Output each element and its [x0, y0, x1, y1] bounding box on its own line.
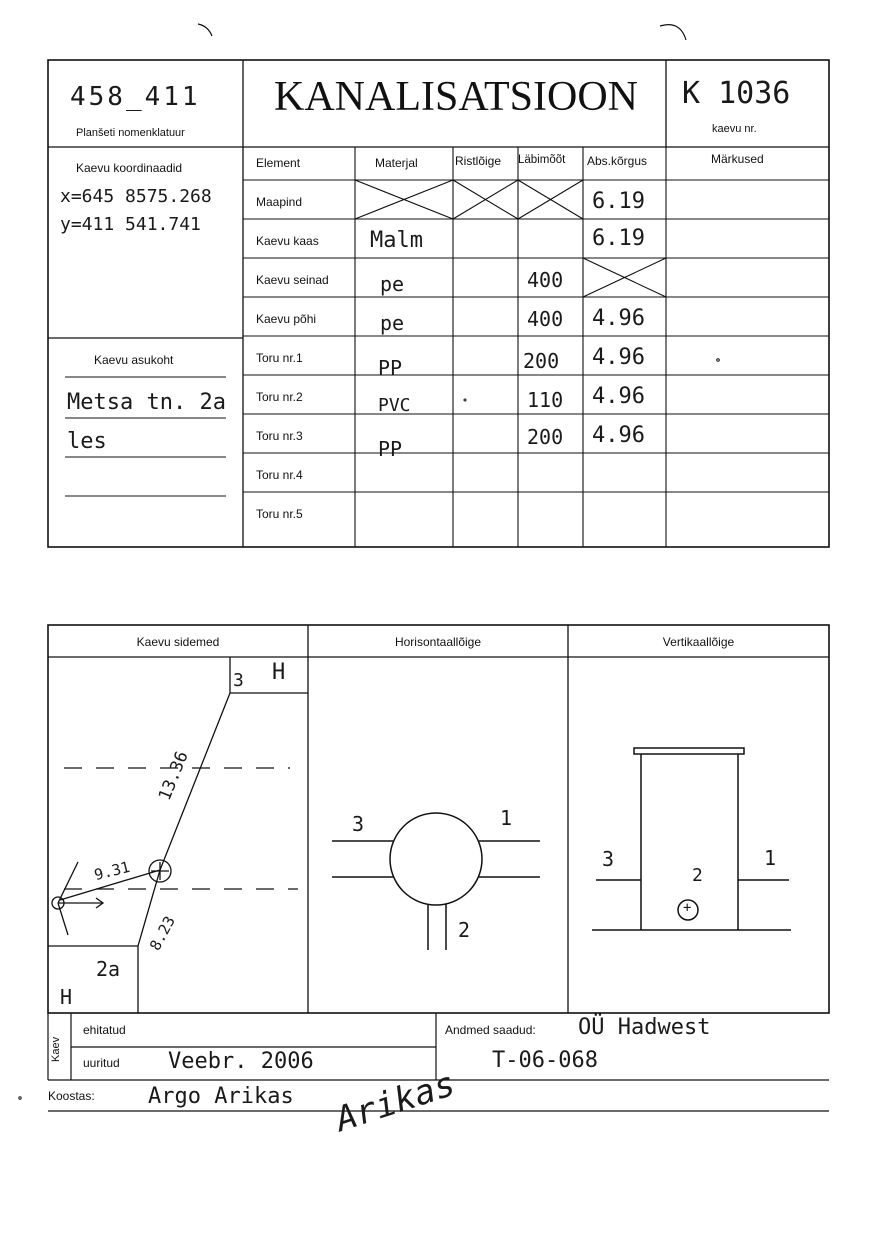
cell-abs-height: 6.19 [592, 189, 645, 214]
section-title-horizontal: Horisontaallõige [394, 635, 482, 649]
data-source-code: T-06-068 [492, 1048, 598, 1073]
section-title-ties: Kaevu sidemed [136, 635, 220, 649]
header-abs-height: Abs.kõrgus [587, 154, 648, 168]
row-label: Toru nr.5 [256, 507, 303, 521]
cell-material: pe [380, 311, 405, 335]
cell-material: pe [380, 272, 405, 296]
row-label: Toru nr.1 [256, 351, 303, 365]
row-label: Kaevu kaas [256, 234, 319, 248]
header-element: Element [256, 156, 301, 170]
kaev-label: Kaev [50, 1036, 62, 1062]
ties-h-bottom: H [60, 985, 73, 1009]
plan-label: Planšeti nomenklatuur [76, 127, 185, 139]
ties-dist-bottom: 8.23 [146, 913, 179, 954]
cell-abs-height: 4.96 [592, 306, 645, 331]
ties-h-top: H [272, 660, 286, 685]
row-label: Toru nr.2 [256, 390, 303, 404]
row-label: Kaevu seinad [256, 273, 329, 287]
built-label: ehitatud [83, 1023, 126, 1037]
data-source-label: Andmed saadud: [445, 1023, 536, 1037]
cell-abs-height: 4.96 [592, 345, 645, 370]
punch-mark-left [198, 24, 212, 36]
hs-pipe-1: 1 [500, 806, 513, 830]
coord-y: y=411 541.741 [60, 214, 201, 235]
cell-abs-height: 6.19 [592, 226, 645, 251]
surveyed-value: Veebr. 2006 [168, 1049, 314, 1074]
punch-mark-right [660, 25, 686, 40]
data-source-company: OÜ Hadwest [578, 1015, 711, 1040]
header-diameter: Läbimõõt [518, 154, 566, 166]
ties-num-top: 3 [233, 670, 244, 691]
ties-sketch-lines [48, 657, 308, 1013]
page-title: KANALISATSIOON [274, 74, 638, 120]
row-label: Toru nr.4 [256, 468, 303, 482]
cell-material: Malm [370, 228, 423, 253]
surveyed-label: uuritud [83, 1056, 120, 1070]
cell-diameter: 400 [527, 268, 564, 292]
row-label: Kaevu põhi [256, 312, 317, 326]
row-label: Toru nr.3 [256, 429, 303, 443]
vs-pipe-3: 3 [602, 847, 615, 871]
location-line-2: les [67, 429, 107, 454]
vs-pipe-1: 1 [764, 846, 777, 870]
well-number-label: kaevu nr. [712, 123, 757, 135]
row-label: Maapind [256, 195, 303, 209]
coords-label: Kaevu koordinaadid [76, 161, 183, 175]
location-label: Kaevu asukoht [94, 353, 174, 367]
ties-label-bottom: 2a [96, 957, 121, 981]
author-label: Koostas: [48, 1089, 95, 1103]
plan-code: 458_411 [70, 82, 201, 112]
signature: Arikas [330, 1064, 461, 1140]
hs-pipe-2: 2 [458, 918, 471, 942]
vs-plus-marker: + [683, 900, 692, 916]
cell-diameter: 200 [523, 349, 560, 373]
cell-diameter: 400 [527, 307, 564, 331]
header-notes: Märkused [711, 152, 764, 166]
author-value: Argo Arikas [148, 1084, 294, 1109]
cell-diameter: 110 [527, 388, 564, 412]
ties-dist-top: 13.36 [155, 748, 193, 804]
cell-material: PP [378, 356, 403, 380]
hs-pipe-3: 3 [352, 812, 365, 836]
cell-abs-height: 4.96 [592, 423, 645, 448]
well-number: K 1036 [682, 76, 791, 111]
sketch-section-border [48, 625, 829, 1013]
header-material: Materjal [375, 156, 418, 170]
location-line-1: Metsa tn. 2a [67, 390, 226, 415]
section-title-vertical: Vertikaallõige [662, 635, 735, 649]
vertical-sketch-lines [592, 748, 791, 930]
cell-material: PVC [378, 395, 411, 416]
vs-pipe-2: 2 [692, 865, 703, 886]
header-cross-section: Ristlõige [455, 154, 502, 168]
coord-x: x=645 8575.268 [60, 186, 212, 207]
cell-diameter: 200 [527, 425, 564, 449]
cell-abs-height: 4.96 [592, 384, 645, 409]
ties-dist-left: 9.31 [92, 857, 132, 885]
cell-material: PP [378, 437, 403, 461]
